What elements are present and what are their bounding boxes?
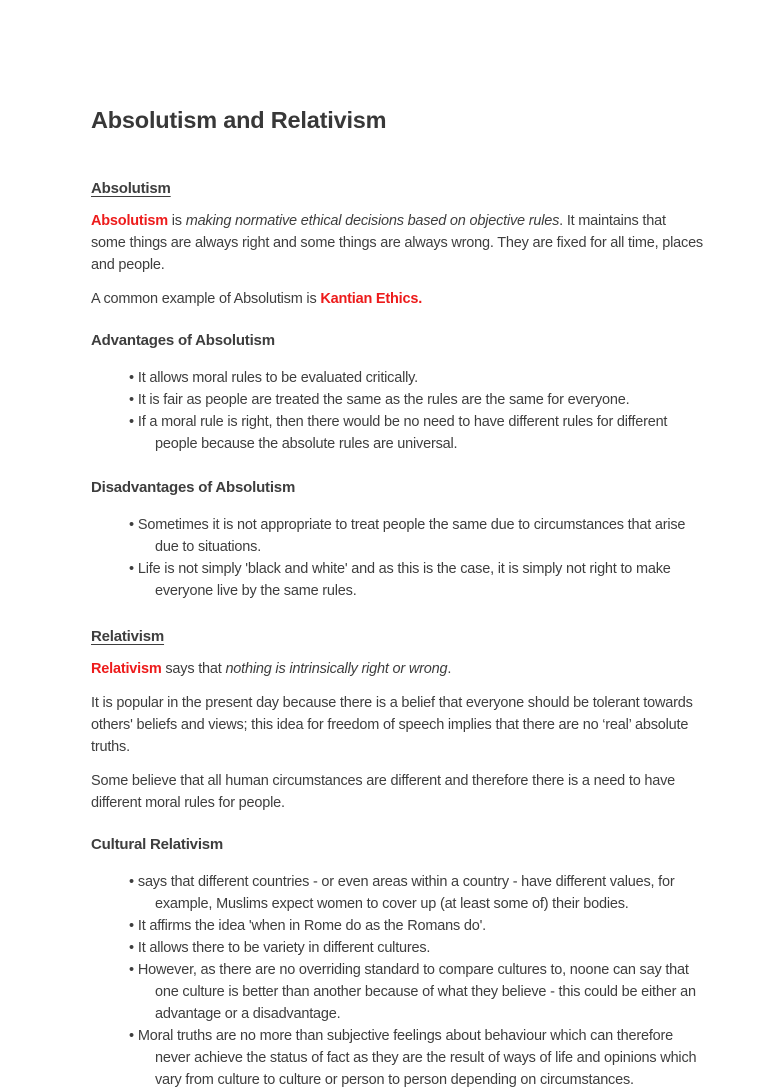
list-item: • If a moral rule is right, then there would be no need to have different rules for different people because the absolute rules are universal.: [91, 411, 704, 455]
definition-rest: . It maintains that some things are always right and some things are always wrong. They are fixed for all time, places and people.: [91, 213, 703, 273]
advantages-heading: Advantages of Absolutism: [91, 332, 275, 349]
absolutism-definition: [91, 210, 704, 276]
definition-italic: nothing is intrinsically right or wrong: [225, 661, 448, 677]
list-item: • Sometimes it is not appropriate to treat people the same due to circumstances that arise due to situations.: [91, 514, 704, 558]
relativism-definition: [91, 658, 704, 680]
relativism-paragraph-1: It is popular in the present day because there is a belief that everyone should be tolerant towards others' beliefs and views; this idea for freedom of speech implies that there are no ‘real’ absolute truths.: [91, 695, 693, 755]
list-item: • Life is not simply 'black and white' and as this is the case, it is simply not right to make everyone live by the same rules.: [91, 558, 704, 602]
absolutism-term: Absolutism: [91, 213, 168, 229]
relativism-heading: Relativism: [91, 628, 165, 645]
disadvantages-list: [91, 514, 704, 602]
kantian-ethics-term: Kantian Ethics.: [320, 291, 423, 307]
advantages-list: [91, 367, 704, 455]
cultural-relativism-list: [91, 871, 704, 1091]
list-item: • However, as there are no overriding standard to compare cultures to, noone can say that one culture is better than another because of what they believe - this could be either an advantage or a disadvantage.: [91, 959, 704, 1025]
list-item: • It allows there to be variety in different cultures.: [91, 937, 704, 959]
definition-italic: making normative ethical decisions based on objective rules: [185, 213, 560, 229]
absolutism-heading: Absolutism: [91, 180, 171, 197]
list-item: • Moral truths are no more than subjective feelings about behaviour which can therefore never achieve the status of fact as they are the result of ways of life and opinions which vary from culture to culture or person to person depending on circumstances.: [91, 1025, 704, 1091]
list-item: • says that different countries - or even areas within a country - have different values, for example, Muslims expect women to cover up (at least some of) their bodies.: [91, 871, 704, 915]
list-item: • It allows moral rules to be evaluated critically.: [91, 367, 704, 389]
definition-connector: is: [167, 213, 186, 229]
absolutism-example: [91, 288, 704, 310]
document-title: Absolutism and Relativism: [91, 107, 387, 133]
list-item: • It affirms the idea 'when in Rome do as the Romans do'.: [91, 915, 704, 937]
disadvantages-heading: Disadvantages of Absolutism: [91, 479, 296, 496]
relativism-term: Relativism: [91, 661, 162, 677]
relativism-paragraph-2: Some believe that all human circumstances are different and therefore there is a need to have different moral rules for people.: [91, 773, 676, 811]
cultural-relativism-heading: Cultural Relativism: [91, 836, 224, 853]
definition-end: .: [447, 661, 452, 677]
list-item: • It is fair as people are treated the same as the rules are the same for everyone.: [91, 389, 704, 411]
example-prefix: A common example of Absolutism is: [91, 291, 321, 307]
definition-connector: says that: [161, 661, 226, 677]
